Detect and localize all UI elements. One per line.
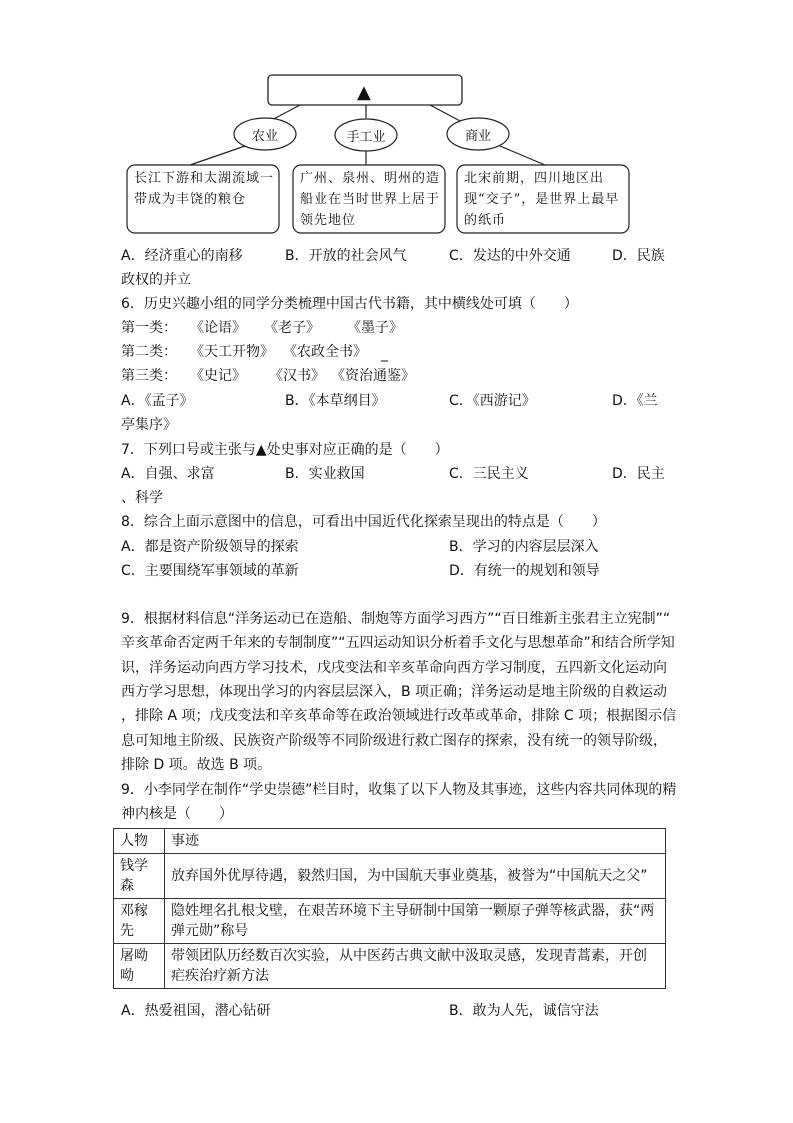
q6-cat2-item: 《农政全书》 xyxy=(283,344,367,360)
q6-cat2-blank: _ xyxy=(381,346,388,362)
label-commerce: 商业 xyxy=(464,129,491,144)
table-cell-name xyxy=(114,944,165,989)
q7-option-a: A．自强、求富 xyxy=(121,466,215,482)
explanation-line: 辛亥革命否定两千年来的专制制度”“五四运动知识分析着手文化与思想革命”和结合所学知 xyxy=(121,635,675,651)
diagram-top-symbol: ▲ xyxy=(357,82,371,103)
q6-option-d: D．《兰 xyxy=(612,393,658,409)
q6-cat1-item: 《论语》 xyxy=(190,320,246,336)
q7-option-b: B．实业救国 xyxy=(285,466,365,482)
deed-line: 弹元勋”称号 xyxy=(171,923,249,939)
q9-option-b: B．敢为人先，诚信守法 xyxy=(449,1003,599,1019)
name-line: 呦 xyxy=(120,968,134,984)
name-line: 森 xyxy=(120,878,134,894)
q8-option-a: A．都是资产阶级领导的探索 xyxy=(121,539,299,555)
q5-option-c: C．发达的中外交通 xyxy=(449,248,571,264)
box-handicraft-text: 广州、泉州、明州的造船业在当时世界上居于领先地位 xyxy=(300,171,441,228)
name-line: 先 xyxy=(120,923,134,939)
connector-comm-box xyxy=(500,146,545,165)
q8-option-b: B．学习的内容层层深入 xyxy=(449,539,599,555)
q7-option-d: D．民主 xyxy=(612,466,665,482)
table-header-deeds: 事迹 xyxy=(165,829,666,854)
box-commerce-text: 北宋前期，四川地区出现“交子”，是世界上最早的纸币 xyxy=(464,171,620,228)
q5-option-d-cont: 政权的并立 xyxy=(121,272,191,288)
q9-stem-line2: 神内核是（ ） xyxy=(121,806,233,822)
label-handicraft: 手工业 xyxy=(346,130,386,145)
box-agriculture-text: 长江下游和太湖流域一带成为丰饶的粮仓 xyxy=(134,171,275,207)
deed-line: 放弃国外优厚待遇，毅然归国，为中国航天事业奠基，被誉为“中国航天之父” xyxy=(171,868,648,884)
explanation-line: 息可知地主阶级、民族资产阶级等不同阶级进行救亡图存的探索，没有统一的领导阶级， xyxy=(121,733,667,749)
table-row xyxy=(114,899,666,944)
table-cell-name xyxy=(114,854,165,899)
connector-commerce xyxy=(430,105,462,122)
table-header-row xyxy=(114,829,666,854)
q6-stem: 6．历史兴趣小组的同学分类梳理中国古代书籍，其中横线处可填（ ） xyxy=(121,296,578,312)
explanation-line: 排除 D 项。故选 B 项。 xyxy=(121,757,272,773)
explanation-line: 识，洋务运动向西方学习技术，戊戌变法和辛亥革命向西方学习制度，五四新文化运动向 xyxy=(121,660,667,676)
explanation-line: 西方学习思想，体现出学习的内容层层深入，B 项正确；洋务运动是地主阶级的自救运动 xyxy=(121,684,668,700)
q7-option-c: C．三民主义 xyxy=(449,466,529,482)
q8-stem: 8．综合上面示意图中的信息，可看出中国近代化探索呈现出的特点是（ ） xyxy=(121,514,606,530)
q6-cat1-item: 《老子》 xyxy=(264,320,320,336)
deed-line: 隐姓埋名扎根戈壁，在艰苦环境下主导研制中国第一颗原子弹等核武器，获“两 xyxy=(171,903,655,919)
q7-option-d-cont: 、科学 xyxy=(121,490,163,506)
q6-option-c: C．《西游记》 xyxy=(449,393,536,409)
q5-option-a: A．经济重心的南移 xyxy=(121,248,243,264)
label-agriculture: 农业 xyxy=(251,129,278,144)
q6-cat2-item: 《天工开物》 xyxy=(190,344,274,360)
q6-cat3-label: 第三类： xyxy=(121,368,177,384)
q6-option-b: B．《本草纲目》 xyxy=(285,393,386,409)
name-line: 钱学 xyxy=(120,858,148,874)
table-header-person: 人物 xyxy=(114,829,165,854)
table-cell-deed xyxy=(165,854,666,899)
q6-cat2-label: 第二类： xyxy=(121,344,177,360)
deed-line: 带领团队历经数百次实验，从中医药古典文献中汲取灵感，发现青蒿素，开创 xyxy=(171,948,647,964)
q6-cat1-item: 《墨子》 xyxy=(347,320,403,336)
q6-option-a: A．《孟子》 xyxy=(121,393,194,409)
table-cell-deed xyxy=(165,944,666,989)
q9-stem-line1: 9．小李同学在制作“学史崇德”栏目时，收集了以下人物及其事迹，这些内容共同体现的精 xyxy=(121,782,677,798)
q8-option-d: D．有统一的规划和领导 xyxy=(449,563,600,579)
q6-cat3-item: 《史记》 xyxy=(190,368,246,384)
q6-cat3-item: 《汉书》 xyxy=(269,368,325,384)
name-line: 邓稼 xyxy=(120,903,148,919)
q6-cat1-label: 第一类： xyxy=(121,320,177,336)
q5-option-d: D．民族 xyxy=(612,248,665,264)
explanation-line: ，排除 A 项；戊戌变法和辛亥革命等在政治领域进行改革或革命，排除 C 项；根据图示信 xyxy=(121,708,677,724)
q8-option-c: C．主要围绕军事领域的革新 xyxy=(121,563,299,579)
q7-stem: 7．下列口号或主张与▲处史事对应正确的是（ ） xyxy=(121,442,449,458)
deeds-table xyxy=(113,828,666,989)
q9-option-a: A．热爱祖国，潜心钻研 xyxy=(121,1003,271,1019)
table-cell-deed xyxy=(165,899,666,944)
q5-option-b: B．开放的社会风气 xyxy=(285,248,407,264)
connector-agri-box xyxy=(190,146,245,165)
deed-line: 疟疾治疗新方法 xyxy=(171,968,269,984)
name-line: 屠呦 xyxy=(120,948,148,964)
table-cell-name xyxy=(114,899,165,944)
table-row xyxy=(114,944,666,989)
q6-option-d-cont: 亭集序》 xyxy=(121,417,177,433)
table-row xyxy=(114,854,666,899)
q6-cat3-item: 《资治通鉴》 xyxy=(331,368,415,384)
explanation-line: 9．根据材料信息“洋务运动已在造船、制炮等方面学习西方”“百日维新主张君主立宪制”“ xyxy=(121,611,671,627)
